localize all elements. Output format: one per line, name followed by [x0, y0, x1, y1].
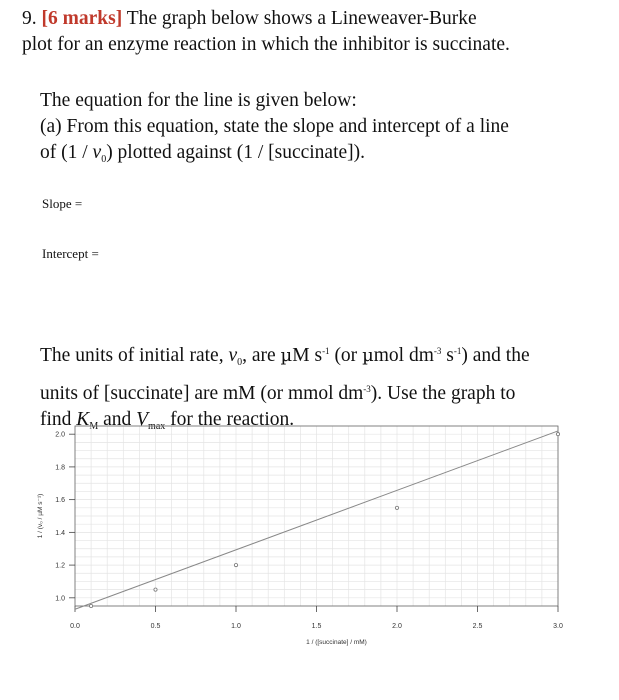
x-tick-label: 1.5	[311, 623, 322, 630]
y-tick-label: 2.0	[55, 431, 65, 439]
data-point	[154, 588, 157, 591]
x-tick-label: 0.5	[150, 623, 161, 630]
part-a-line-3: of $(1 / v_0)$ plotted against (1 / [succinate]).	[40, 142, 366, 165]
x-tick-label: 0.0	[70, 623, 80, 630]
x-tick-label: 3.0	[553, 623, 563, 630]
question-intro-2: plot for an enzyme reaction in which the inhibitor is succinate.	[22, 34, 510, 55]
data-point	[556, 433, 559, 436]
question-number: 9.	[22, 8, 37, 29]
intercept-label: Intercept =	[42, 246, 99, 261]
part-b-line-1: The units of initial rate, $v_0$, are µM $s^{-1}$ (or µmol $dm^{-3}$ $s^{-1}$) and the	[40, 345, 530, 368]
y-axis-label: 1 / (v₀ / µM s⁻¹)	[37, 493, 44, 539]
y-tick-label: 1.0	[55, 595, 65, 603]
y-tick-label: 1.6	[55, 497, 65, 505]
y-tick-label: 1.4	[55, 529, 65, 537]
question-intro-1: The graph below shows a Lineweaver-Burke	[126, 8, 477, 29]
y-tick-label: 1.2	[55, 562, 65, 570]
part-b-line-3: find $K_M$ and $V_{max}$ for the reaction.	[40, 409, 295, 432]
data-point	[395, 506, 398, 509]
y-tick-label: 1.8	[55, 464, 65, 472]
part-a-line-1: The equation for the line is given below:	[40, 90, 357, 111]
data-point	[90, 604, 93, 607]
part-a-line-2: (a) From this equation, state the slope and intercept of a line	[40, 116, 509, 137]
x-tick-label: 1.0	[231, 623, 241, 630]
part-b-line-2: units of [succinate] are mM (or mmol $dm^{-3}$). Use the graph to	[40, 383, 516, 404]
x-axis-label: 1 / ([succinate] / mM)	[306, 639, 367, 646]
question-header	[22, 6, 612, 58]
question-marks: [6 marks]	[41, 8, 123, 29]
lineweaver-burk-chart	[0, 412, 619, 657]
x-tick-label: 2.5	[472, 623, 483, 630]
part-a-text	[40, 88, 610, 173]
slope-label: Slope =	[42, 196, 83, 211]
x-tick-label: 2.0	[392, 623, 402, 630]
data-point	[234, 563, 237, 566]
